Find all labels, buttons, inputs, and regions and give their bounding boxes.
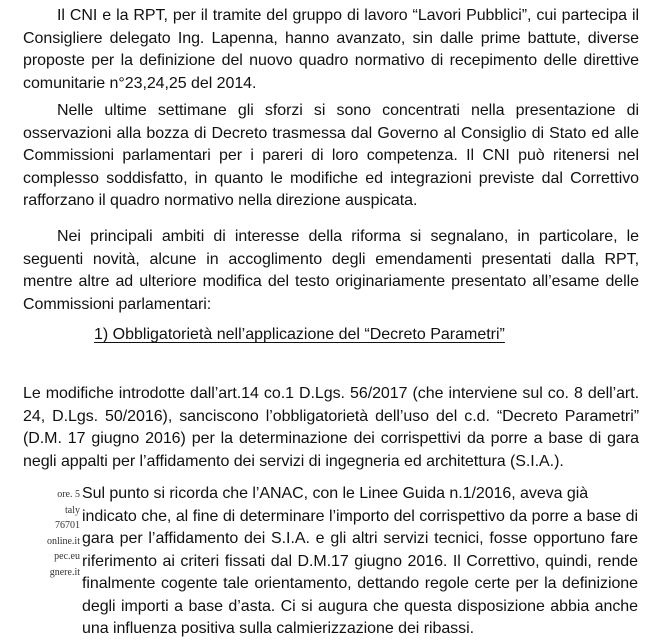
paragraph-anac [82,483,638,641]
letterhead-sidebar [0,487,80,580]
sidebar-line: online.it [46,535,80,547]
paragraph-recent-efforts: Nelle ultime settimane gli sforzi si sono concentrati nella presentazione di osservazioni alla bozza di Decreto trasmessa dal Governo al Consiglio di Stato ed alle Commissioni parlamentari per i pareri di loro competenza. Il CNI può ritenersi nel complesso soddisfatto, in quanto le modifiche ed integrazioni previste dal Correttivo rafforzano il quadro normativo nella direzione auspicata. [23,102,639,209]
paragraph-anac-rest: indicato che, al fine di determinare l’importo del corrispettivo da porre a base di gara per l’affidamento dei S.I.A. e gli altri servizi tecnici, fosse opportuno fare riferimento ai criteri fissati dal D.M.17 giugno 2016. Il Correttivo, quindi, rende finalmente cogente tale orientamento, dettando regole certe per la definizione degli importi a base d’asta. Ci si augura che questa disposizione abbia anche una influenza positiva sulla calmierizzazione dei ribassi. [82,507,638,637]
sidebar-line: ore. 5 [57,489,80,500]
paragraph-anac-first-line: Sul punto si ricorda che l’ANAC, con le Linee Guida n.1/2016, aveva già [82,485,589,502]
section-heading: 1) Obbligatorietà nell’applicazione del “Decreto Parametri” [94,326,505,343]
paragraph-novelties: Nei principali ambiti di interesse della riforma si segnalano, in particolare, le seguenti novità, alcune in accoglimento degli emendamenti presentati dalla RPT, mentre altre ad ulteriore modifica del testo originariamente presentato all’esame delle Commissioni parlamentari: [23,228,639,313]
sidebar-line: pec.eu [54,551,80,562]
sidebar-line: gnere.it [49,566,80,578]
sidebar-line: 76701 [55,520,80,531]
paragraph-intro: Il CNI e la RPT, per il tramite del gruppo di lavoro “Lavori Pubblici”, cui partecipa il Consigliere delegato Ing. Lapenna, hanno avanzato, sin dalle prime battute, diverse proposte per la definizione del nuovo quadro normativo di recepimento delle direttive comunitarie n°23,24,25 del 2014. [23,7,639,92]
sidebar-line: taly [65,504,80,516]
paragraph-modifications: Le modifiche introdotte dall’art.14 co.1 D.Lgs. 56/2017 (che interviene sul co. 8 dell’art. 24, D.Lgs. 50/2016), sanciscono l’obbligatorietà dell’uso del c.d. “Decreto Parametri” (D.M. 17 giugno 2016) per la determinazione dei corrispettivi da porre a base di gara negli appalti per l’affidamento dei servizi di ingegneria ed architettura (S.I.A.). [23,385,639,470]
